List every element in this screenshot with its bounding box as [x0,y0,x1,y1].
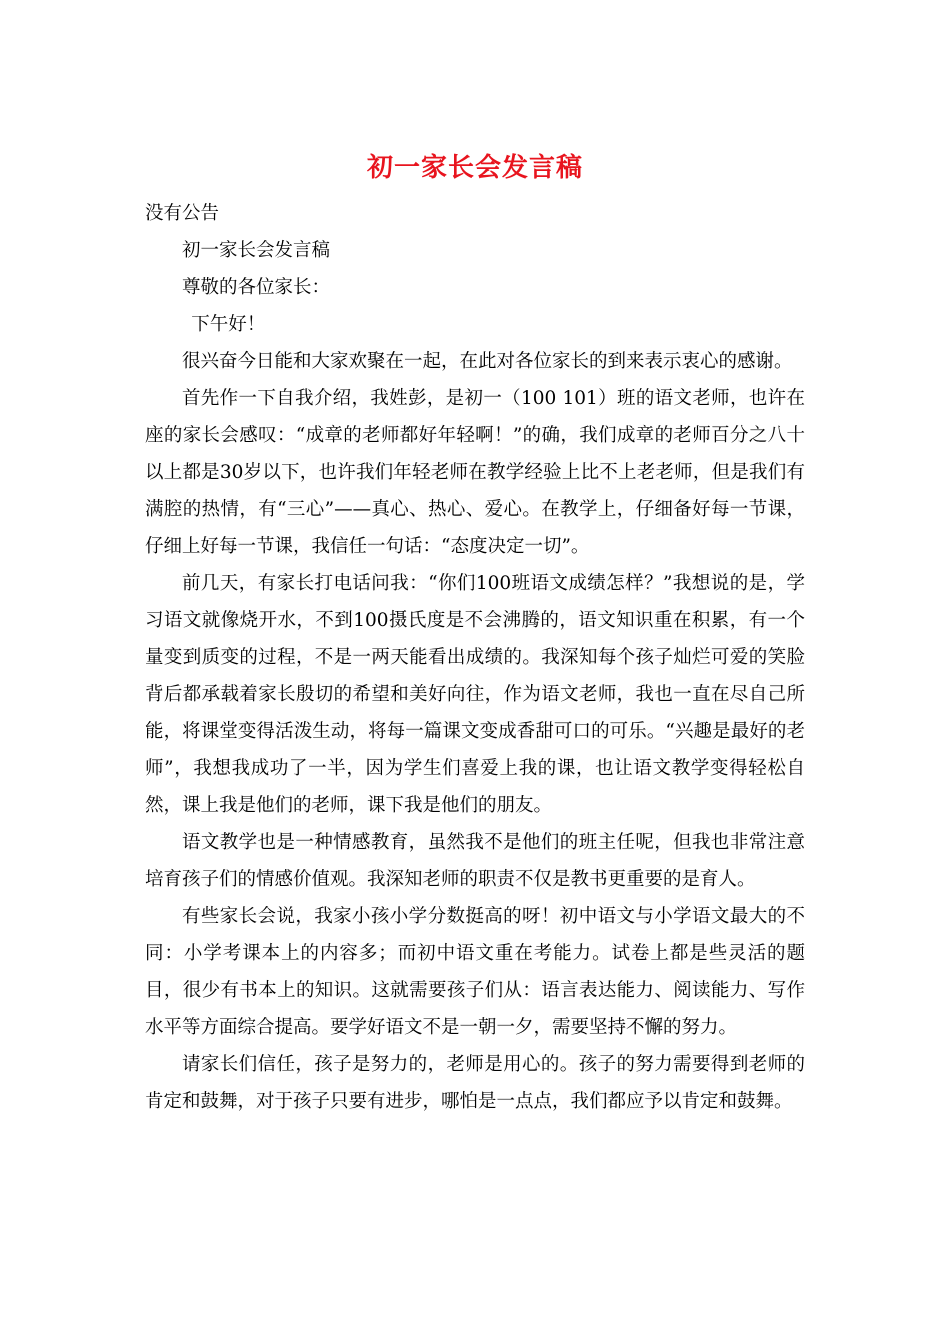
paragraph: 首先作一下自我介绍，我姓彭，是初一（100 101）班的语文老师，也许在座的家长会感叹：“成章的老师都好年轻啊！”的确，我们成章的老师百分之八十以上都是30岁以下，也许我们年轻老师在教学经验上比不上老老师，但是我们有满腔的热情，有“三心”——真心、热心、爱心。在教学上，仔细备好每一节课，仔细上好每一节课，我信任一句话：“态度决定一切”。 [145,388,805,557]
paragraph: 有些家长会说，我家小孩小学分数挺高的呀！初中语文与小学语文最大的不同：小学考课本上的内容多；而初中语文重在考能力。试卷上都是些灵活的题目，很少有书本上的知识。这就需要孩子们从：语言表达能力、阅读能力、写作水平等方面综合提高。要学好语文不是一朝一夕，需要坚持不懈的努力。 [145,906,805,1038]
document-title: 初一家长会发言稿 [366,153,583,183]
paragraph: 语文教学也是一种情感教育，虽然我不是他们的班主任呢，但我也非常注意培育孩子们的情感价值观。我深知老师的职责不仅是教书更重要的是育人。 [145,832,805,890]
subtitle-line: 初一家长会发言稿 [182,240,331,261]
paragraph: 很兴奋今日能和大家欢聚在一起，在此对各位家长的到来表示衷心的感谢。 [182,351,793,372]
salutation: 尊敬的各位家长： [182,277,331,298]
document-body [145,195,805,1120]
greeting: 下午好！ [191,314,266,335]
notice-line: 没有公告 [145,203,220,224]
paragraph: 前几天，有家长打电话问我：“你们100班语文成绩怎样？”我想说的是，学习语文就像烧开水，不到100摄氏度是不会沸腾的，语文知识重在积累，有一个量变到质变的过程，不是一两天能看出成绩的。我深知每个孩子灿烂可爱的笑脸背后都承载着家长殷切的希望和美好向往，作为语文老师，我也一直在尽自己所能，将课堂变得活泼生动，将每一篇课文变成香甜可口的可乐。“兴趣是最好的老师”，我想我成功了一半，因为学生们喜爱上我的课，也让语文教学变得轻松自然，课上我是他们的老师，课下我是他们的朋友。 [145,573,805,816]
paragraph: 请家长们信任，孩子是努力的，老师是用心的。孩子的努力需要得到老师的肯定和鼓舞，对于孩子只要有进步，哪怕是一点点，我们都应予以肯定和鼓舞。 [145,1054,805,1112]
